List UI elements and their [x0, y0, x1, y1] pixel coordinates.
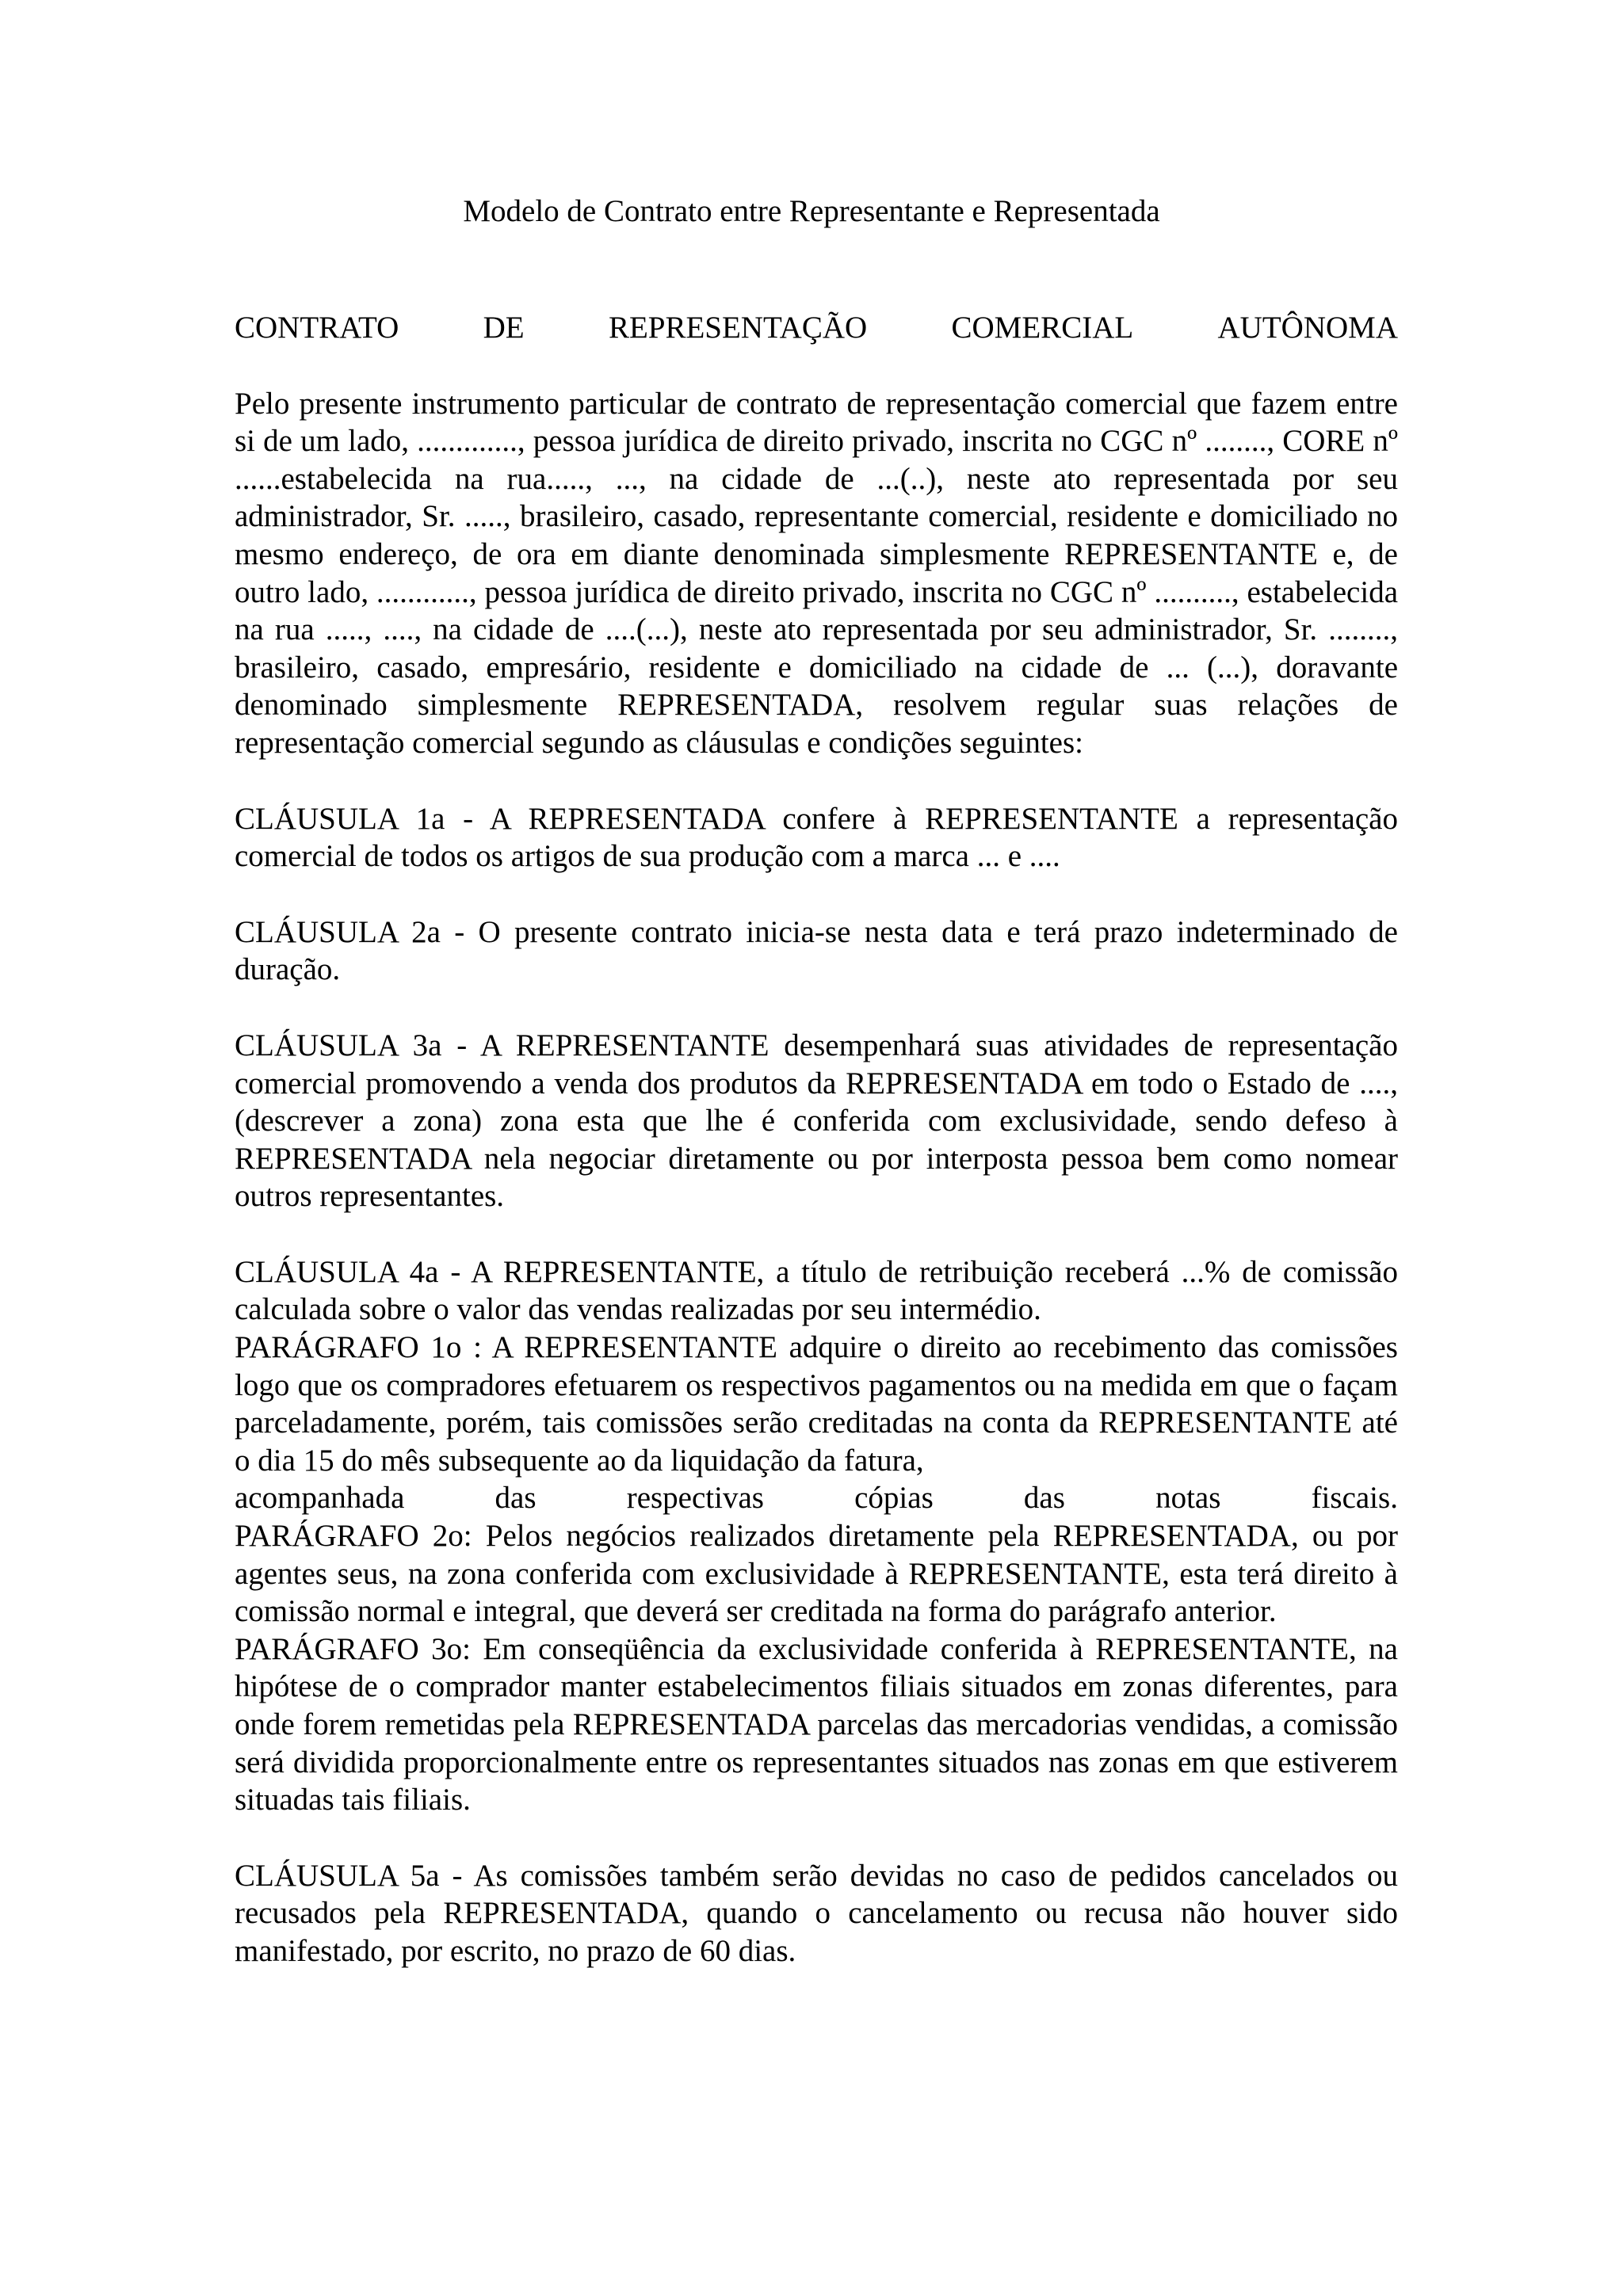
- paragraph-word: cópias: [854, 1481, 934, 1516]
- heading-word: DE: [483, 311, 525, 345]
- heading-word: COMERCIAL: [951, 311, 1134, 345]
- paragraph-word: respectivas: [626, 1481, 764, 1516]
- clause-5: CLÁUSULA 5a - As comissões também serão devidas no caso de pedidos cancelados ou recusados pela REPRESENTADA, quando o cancelamento ou recusa não houver sido manifestado, por escrito, no prazo de 60 dias.: [235, 1858, 1398, 1968]
- clause-1: CLÁUSULA 1a - A REPRESENTADA confere à REPRESENTANTE a representação comercial de todos os artigos de sua produção com a marca ... e ....: [235, 801, 1398, 874]
- clause-2: CLÁUSULA 2a - O presente contrato inicia-se nesta data e terá prazo indeterminado de duração.: [235, 914, 1398, 987]
- clause-4-paragraph-3: PARÁGRAFO 3o: Em conseqüência da exclusividade conferida à REPRESENTANTE, na hipótese de o comprador manter estabelecimentos filiais situados em zonas diferentes, para onde forem remetidas pela REPRESENTADA parcelas das mercadorias vendidas, a comissão será dividida proporcionalmente entre os representantes situados nas zonas em que estiverem situadas tais filiais.: [235, 1631, 1398, 1817]
- paragraph-word: acompanhada: [235, 1481, 405, 1516]
- clause-4: CLÁUSULA 4a - A REPRESENTANTE, a título de retribuição receberá ...% de comissão calculada sobre o valor das vendas realizadas por seu intermédio.: [235, 1254, 1398, 1327]
- clause-3: CLÁUSULA 3a - A REPRESENTANTE desempenhará suas atividades de representação comercial promovendo a venda dos produtos da REPRESENTADA em todo o Estado de ...., (descrever a zona) zona esta que lhe é conferida com exclusividade, sendo defeso à REPRESENTADA nela negociar diretamente ou por interposta pessoa bem como nomear outros representantes.: [235, 1028, 1398, 1214]
- clause-4-paragraph-1-ending: [235, 1479, 1398, 1517]
- document-body: [235, 309, 1398, 1970]
- paragraph-word: notas: [1155, 1481, 1221, 1516]
- clause-4-paragraph-2: PARÁGRAFO 2o: Pelos negócios realizados diretamente pela REPRESENTADA, ou por agentes seus, na zona conferida com exclusividade à REPRESENTANTE, esta terá direito à comissão normal e integral, que deverá ser creditada na forma do parágrafo anterior.: [235, 1519, 1398, 1629]
- paragraph-word: fiscais.: [1311, 1481, 1398, 1516]
- paragraph-word: das: [495, 1481, 537, 1516]
- heading-word: CONTRATO: [235, 311, 399, 345]
- contract-heading: [235, 309, 1398, 347]
- preamble-paragraph: Pelo presente instrumento particular de contrato de representação comercial que fazem entre si de um lado, ............., pessoa jurídica de direito privado, inscrita no CGC nº ........, CORE nº ......estabelecida na rua....., ..., na cidade de ...(..), neste ato representada por seu administrador, Sr. ....., brasileiro, casado, representante comercial, residente e domiciliado no mesmo endereço, de ora em diante denominada simplesmente REPRESENTANTE e, de outro lado, ............, pessoa jurídica de direito privado, inscrita no CGC nº .........., estabelecida na rua ....., ...., na cidade de ....(...), neste ato representada por seu administrador, Sr. ........, brasileiro, casado, empresário, residente e domiciliado na cidade de ... (...), doravante denominado simplesmente REPRESENTADA, resolvem regular suas relações de representação comercial segundo as cláusulas e condições seguintes:: [235, 386, 1398, 760]
- heading-word: REPRESENTAÇÃO: [608, 311, 868, 345]
- heading-word: AUTÔNOMA: [1217, 311, 1398, 345]
- document-title: Modelo de Contrato entre Representante e Representada: [463, 194, 1160, 228]
- clause-4-paragraph-1: PARÁGRAFO 1o : A REPRESENTANTE adquire o direito ao recebimento das comissões logo que os compradores efetuarem os respectivos pagamentos ou na medida em que o façam parceladamente, porém, tais comissões serão creditadas na conta da REPRESENTANTE até o dia 15 do mês subsequente ao da liquidação da fatura,: [235, 1330, 1398, 1478]
- paragraph-word: das: [1023, 1481, 1065, 1516]
